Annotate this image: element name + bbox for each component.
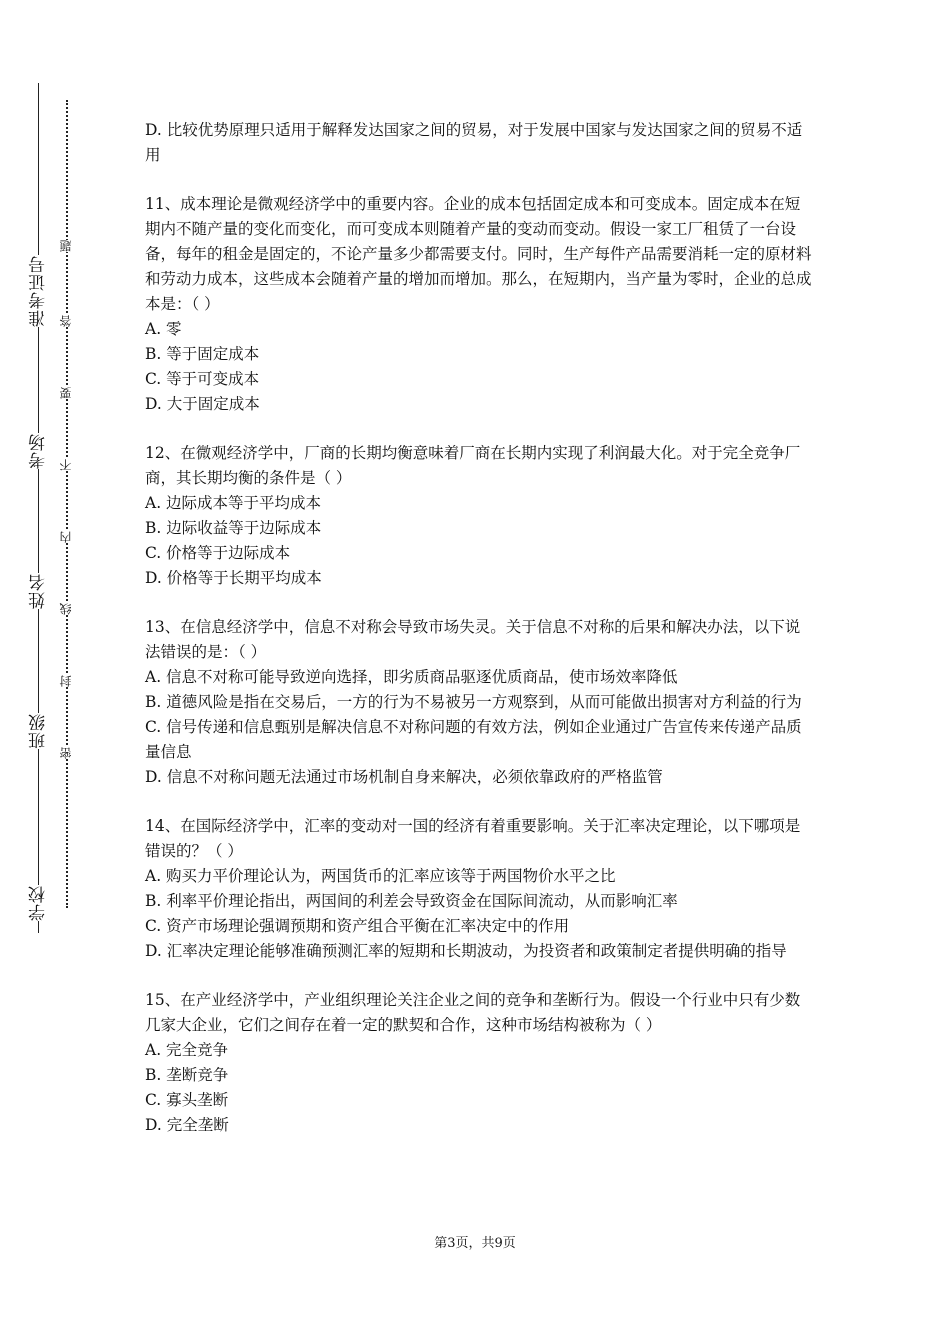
seal-note: 封 <box>59 675 73 687</box>
seal-note: 密 <box>59 747 73 759</box>
binding-solid-line <box>38 83 39 933</box>
option-c: C. 等于可变成本 <box>145 370 260 388</box>
question-15 <box>145 988 813 1138</box>
option-a: A. 购买力平价理论认为，两国货币的汇率应该等于两国物价水平之比 <box>145 867 616 885</box>
option-d: D. 价格等于长期平均成本 <box>145 569 322 587</box>
option-c: C. 资产市场理论强调预期和资产组合平衡在汇率决定中的作用 <box>145 917 570 935</box>
question-11 <box>145 192 813 417</box>
seal-note: 要 <box>59 387 73 399</box>
option-d: D. 大于固定成本 <box>145 395 260 413</box>
option-d: D. 汇率决定理论能够准确预测汇率的短期和长期波动，为投资者和政策制定者提供明确的指导 <box>145 942 787 960</box>
question-stem: 11、成本理论是微观经济学中的重要内容。企业的成本包括固定成本和可变成本。固定成本在短期内不随产量的变化而变化，而可变成本则随着产量的变动而变动。假设一家工厂租赁了一台设备，每年的租金是固定的，不论产量多少都需要支付。同时，生产每件产品需要消耗一定的原材料和劳动力成本，这些成本会随着产量的增加而增加。那么，在短期内，当产量为零时，企业的总成本是：（ ） <box>145 195 812 313</box>
option-d: D. 完全垄断 <box>145 1116 229 1134</box>
option-d: D. 信息不对称问题无法通过市场机制自身来解决，必须依靠政府的严格监管 <box>145 768 663 786</box>
seal-note: 线 <box>59 603 73 615</box>
field-school: 学校 <box>22 885 56 921</box>
seal-note: 内 <box>59 531 73 543</box>
seal-note: 题 <box>59 240 73 252</box>
question-stem: 13、在信息经济学中，信息不对称会导致市场失灵。关于信息不对称的后果和解决办法，以下说法错误的是：（ ） <box>145 618 801 661</box>
option-a: A. 完全竞争 <box>145 1041 229 1059</box>
seal-note: 答 <box>59 315 73 327</box>
previous-question-continuation <box>145 118 813 168</box>
binding-strip <box>0 0 110 1344</box>
field-name: 姓名 <box>22 573 56 609</box>
option-b: B. 等于固定成本 <box>145 345 260 363</box>
question-content <box>145 118 813 1138</box>
option-c: C. 寡头垄断 <box>145 1091 229 1109</box>
option-b: B. 利率平价理论指出，两国间的利差会导致资金在国际间流动，从而影响汇率 <box>145 892 678 910</box>
option-d: D. 比较优势原理只适用于解释发达国家之间的贸易，对于发展中国家与发达国家之间的贸易不适用 <box>145 121 803 164</box>
seal-note: 不 <box>59 459 73 471</box>
option-c: C. 价格等于边际成本 <box>145 544 291 562</box>
field-exam-number: 准考证号 <box>22 255 56 327</box>
option-b: B. 边际收益等于边际成本 <box>145 519 322 537</box>
option-a: A. 信息不对称可能导致逆向选择，即劣质商品驱逐优质商品，使市场效率降低 <box>145 668 678 686</box>
option-b: B. 道德风险是指在交易后，一方的行为不易被另一方观察到，从而可能做出损害对方利益的行为 <box>145 693 802 711</box>
option-c: C. 信号传递和信息甄别是解决信息不对称问题的有效方法，例如企业通过广告宣传来传递产品质量信息 <box>145 718 802 761</box>
field-exam-room: 考场 <box>22 433 56 469</box>
question-stem: 12、在微观经济学中，厂商的长期均衡意味着厂商在长期内实现了利润最大化。对于完全竞争厂商，其长期均衡的条件是（ ） <box>145 444 801 487</box>
binding-dotted-line <box>66 100 68 908</box>
question-stem: 15、在产业经济学中，产业组织理论关注企业之间的竞争和垄断行为。假设一个行业中只有少数几家大企业，它们之间存在着一定的默契和合作，这种市场结构被称为（ ） <box>145 991 801 1034</box>
question-stem: 14、在国际经济学中，汇率的变动对一国的经济有着重要影响。关于汇率决定理论，以下哪项是错误的？（ ） <box>145 817 801 860</box>
question-13 <box>145 615 813 790</box>
question-12 <box>145 441 813 591</box>
field-class: 班级 <box>22 713 56 749</box>
option-b: B. 垄断竞争 <box>145 1066 229 1084</box>
option-a: A. 边际成本等于平均成本 <box>145 494 322 512</box>
question-14 <box>145 814 813 964</box>
page-footer: 第3页，共9页 <box>434 1236 516 1251</box>
option-a: A. 零 <box>145 320 182 338</box>
